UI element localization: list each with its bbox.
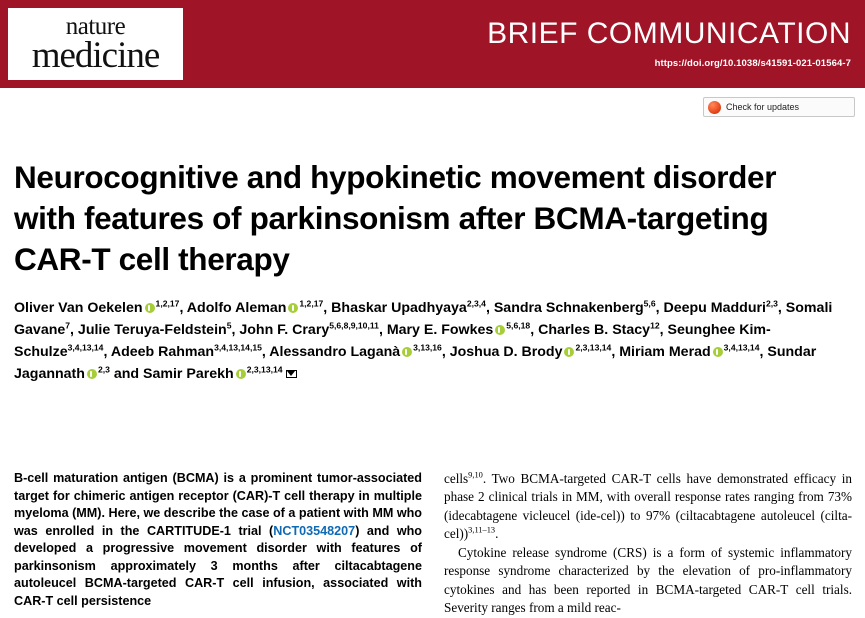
orcid-icon[interactable]: [288, 303, 298, 313]
journal-logo-nature: nature: [65, 13, 126, 40]
body-column-left: [14, 470, 422, 618]
orcid-icon[interactable]: [145, 303, 155, 313]
orcid-icon[interactable]: [402, 347, 412, 357]
article-section-label: BRIEF COMMUNICATION: [487, 17, 851, 50]
journal-logo-medicine: medicine: [31, 35, 160, 76]
body-column-right: [444, 470, 852, 618]
article-body: [14, 470, 852, 618]
email-icon[interactable]: [286, 370, 297, 378]
orcid-icon[interactable]: [564, 347, 574, 357]
orcid-icon[interactable]: [495, 325, 505, 335]
journal-header-band: [0, 0, 865, 88]
journal-logo: [8, 8, 183, 80]
header-right-block: [487, 18, 851, 69]
check-for-updates-label: Check for updates: [726, 102, 800, 112]
orcid-icon[interactable]: [87, 369, 97, 379]
page-title: Neurocognitive and hypokinetic movement disorder with features of parkinsonism after BCMA-targeting CAR-T cell therapy: [14, 159, 777, 277]
crossmark-icon: [708, 101, 721, 114]
orcid-icon[interactable]: [713, 347, 723, 357]
author-list: Oliver Van Oekelen $^{1,2,17}$, Adolfo Aleman $^{1,2,17}$, Bhaskar Upadhyaya$^{2,3,4}$, Sandra Schnakenberg$^{5,6}$, Deepu Madduri$^{2,3}$, Somali Gavane$^7$, Julie Teruya-Feldstein$^5$, John F. Crary$^{5,6,8,9,10,11}$, Mary E. Fowkes $^{5,6,18}$, Charles B. Stacy$^{12}$, Seunghee Kim-Schulze$^{3,4,13,14}$, Adeeb Rahman$^{3,4,13,14,15}$, Alessandro Laganà $^{3,13,16}$, Joshua D. Brody $^{2,3,13,14}$, Miriam Merad $^{3,4,13,14}$, Sundar Jagannath $^{2,3}$ and Samir Parekh $^{2,3,13,14}$: [14, 298, 833, 382]
body-paragraph-1: cells$^{9,10}$. Two BCMA-targeted CAR-T cells have demonstrated efficacy in phase 2 clinical trials in MM, with overall response rates ranging from 73% (idecabtagene vicleucel (ide-cel)) to 97% (ciltacabtagene autoleucel (cilta-cel))$^{3,11-13}$.: [444, 470, 852, 542]
body-paragraph-2: Cytokine release syndrome (CRS) is a form of systemic inflammatory response syndrome characterized by the elevation of pro-inflammatory cytokines and has been reported in BCMA-targeted CAR-T cell trials. Severity ranges from a mild reac-: [444, 544, 852, 616]
check-for-updates-badge[interactable]: [703, 97, 855, 117]
orcid-icon[interactable]: [236, 369, 246, 379]
article-doi[interactable]: https://doi.org/10.1038/s41591-021-01564-7: [654, 57, 851, 69]
abstract-paragraph: B-cell maturation antigen (BCMA) is a prominent tumor-associated target for chimeric antigen receptor (CAR)-T cell therapy in multiple myeloma (MM). Here, we describe the case of a patient with MM who was enrolled in the CARTITUDE-1 trial (NCT03548207) and who developed a progressive movement disorder with features of parkinsonism approximately 3 months after ciltacabtagene autoleucel BCMA-targeted CAR-T cell infusion, associated with CAR-T cell persistence: [14, 471, 422, 608]
